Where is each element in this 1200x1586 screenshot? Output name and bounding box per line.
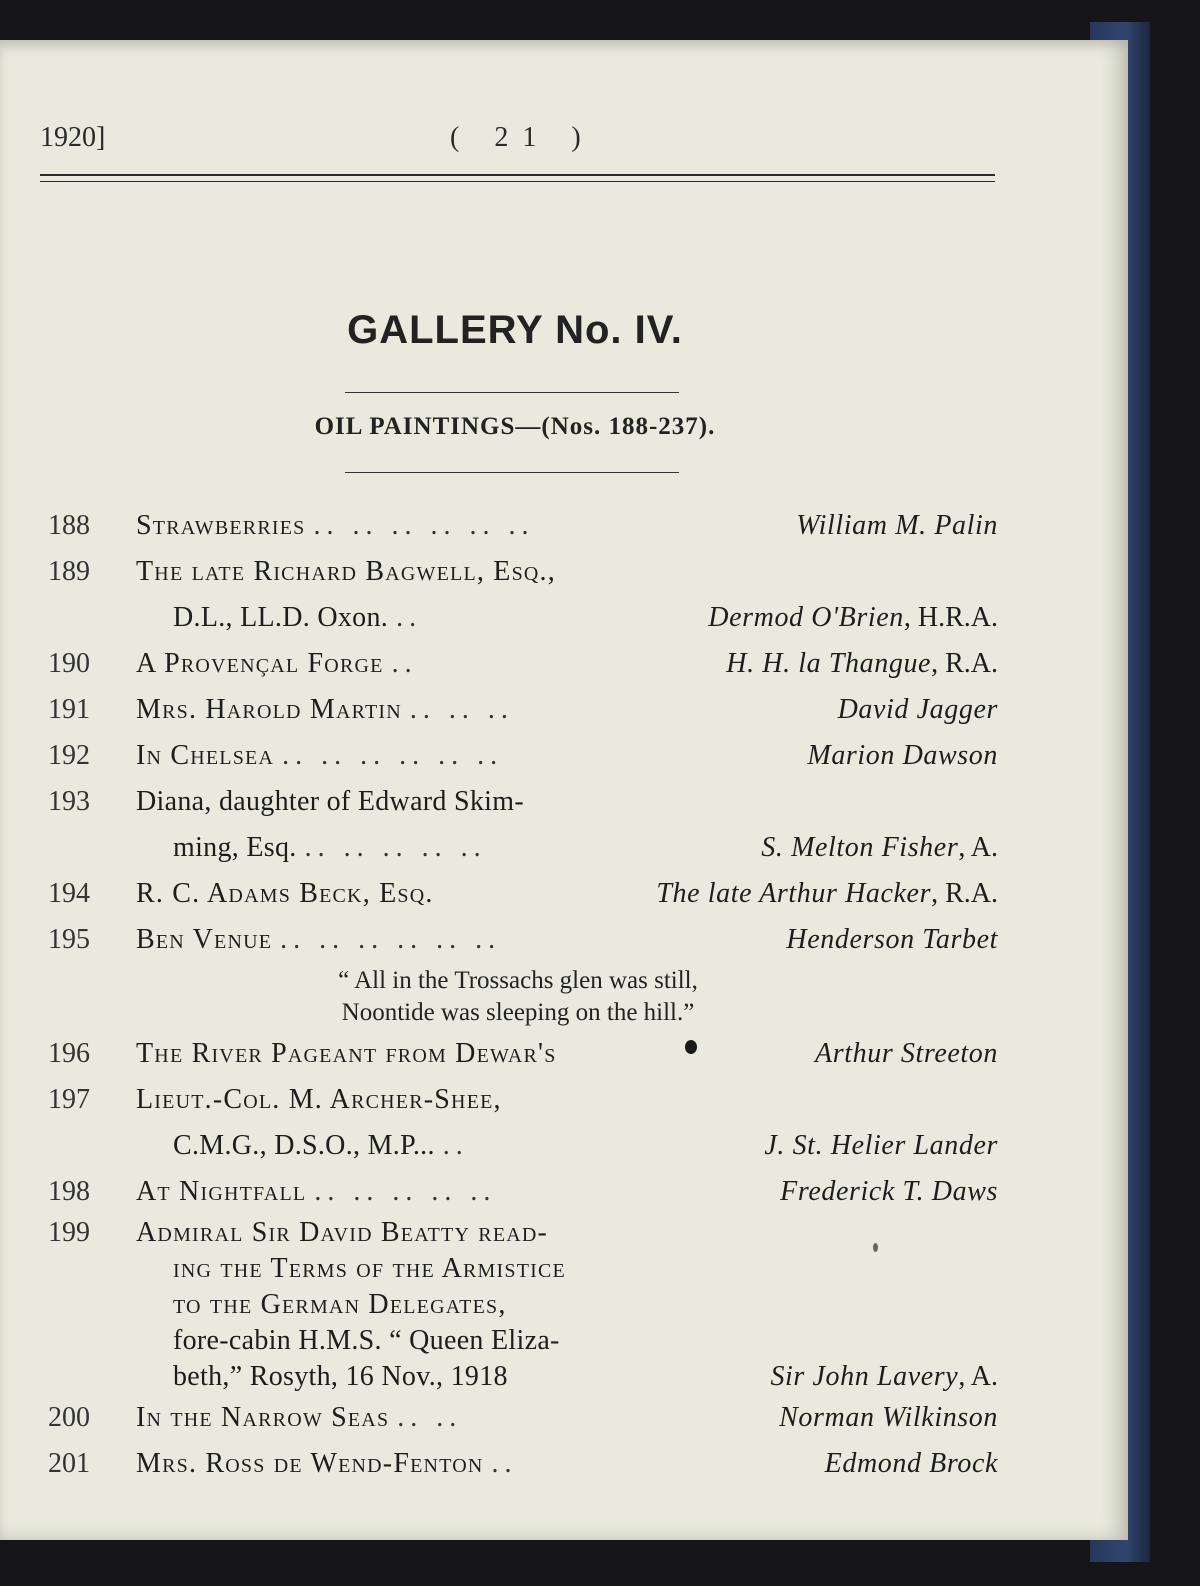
entry-number: 195 xyxy=(48,924,90,955)
catalogue-entry xyxy=(48,641,998,687)
page-number: ( 21 ) xyxy=(450,122,595,153)
leader-dots: .. .. .. .. .. .. xyxy=(282,740,504,771)
entry-title: In Chelsea xyxy=(136,740,275,771)
catalogue-entry xyxy=(48,503,998,549)
header-year: 1920] xyxy=(40,122,106,153)
leader-dots: .. .. xyxy=(397,1402,463,1433)
leader-dots: .. .. .. .. .. .. xyxy=(280,924,502,955)
gallery-title: GALLERY No. IV. xyxy=(347,308,683,352)
entry-line xyxy=(48,687,998,733)
entry-title: Strawberries xyxy=(136,510,306,541)
entry-number: 189 xyxy=(48,556,90,587)
entry-title: The River Pageant from Dewar's xyxy=(136,1038,557,1069)
page-header xyxy=(40,122,995,162)
ink-spot xyxy=(873,1243,878,1252)
leader-dots: .. xyxy=(491,1448,518,1479)
quote-line: Noontide was sleeping on the hill.” xyxy=(341,999,695,1026)
catalogue-entry xyxy=(48,733,998,779)
entry-title: Mrs. Harold Martin xyxy=(136,694,402,725)
entry-number: 192 xyxy=(48,740,90,771)
catalogue-entry xyxy=(48,1215,998,1395)
entry-title: Diana, daughter of Edward Skim- xyxy=(136,786,524,817)
leader-dots: .. .. .. .. .. xyxy=(314,1176,497,1207)
entry-artist: Norman Wilkinson xyxy=(779,1402,998,1433)
artist-honours: , A. xyxy=(958,832,998,863)
entry-line xyxy=(48,871,998,917)
artist-honours: , H.R.A. xyxy=(903,602,998,633)
entry-title: Ben Venue xyxy=(136,924,273,955)
entry-line xyxy=(48,733,998,779)
leader-dots: .. .. .. .. .. .. xyxy=(313,510,535,541)
title-rule xyxy=(345,392,679,393)
entry-artist: J. St. Helier Lander xyxy=(764,1130,998,1161)
entry-line xyxy=(48,917,998,963)
entry-line xyxy=(48,779,998,825)
entry-artist: Sir John Lavery xyxy=(770,1361,959,1392)
entry-title: Lieut.-Col. M. Archer-Shee, xyxy=(136,1084,502,1115)
artist-honours: , R.A. xyxy=(931,878,998,909)
leader-dots: .. .. .. xyxy=(409,694,514,725)
entry-number: 194 xyxy=(48,878,90,909)
entry-number: 193 xyxy=(48,786,90,817)
entry-line xyxy=(48,1123,998,1169)
entry-artist: The late Arthur Hacker xyxy=(656,878,932,909)
entry-title: The late Richard Bagwell, Esq., xyxy=(136,556,556,587)
entry-artist: Henderson Tarbet xyxy=(786,924,998,955)
catalogue-entry xyxy=(48,1077,998,1169)
entry-title: Mrs. Ross de Wend-Fenton xyxy=(136,1448,484,1479)
entry-line xyxy=(48,1441,998,1487)
catalogue-entry xyxy=(48,1169,998,1215)
entry-number: 201 xyxy=(48,1448,90,1479)
entry-title: fore-cabin H.M.S. “ Queen Eliza- xyxy=(173,1325,560,1356)
entry-line xyxy=(48,549,998,595)
entry-line xyxy=(48,825,998,871)
entry-title: Admiral Sir David Beatty read- xyxy=(136,1217,549,1248)
leader-dots: .. xyxy=(442,1130,469,1161)
artist-honours: , R.A. xyxy=(931,648,998,679)
entry-line xyxy=(48,1287,998,1323)
entry-line xyxy=(48,1031,998,1077)
catalogue-entry xyxy=(48,549,998,641)
section-title: OIL PAINTINGS—(Nos. 188-237). xyxy=(314,413,716,440)
entry-number: 190 xyxy=(48,648,90,679)
entry-artist: David Jagger xyxy=(837,694,998,725)
entry-title: ing the Terms of the Armistice xyxy=(173,1253,566,1284)
entry-line xyxy=(48,1359,998,1395)
entry-number: 198 xyxy=(48,1176,90,1207)
entry-number: 200 xyxy=(48,1402,90,1433)
catalogue-entry xyxy=(48,1441,998,1487)
entry-line xyxy=(48,1395,998,1441)
leader-dots: .. .. .. .. .. xyxy=(304,832,487,863)
catalogue-entries xyxy=(48,503,998,1487)
entry-number: 191 xyxy=(48,694,90,725)
catalogue-entry xyxy=(48,687,998,733)
entry-line xyxy=(48,641,998,687)
artist-honours: , A. xyxy=(958,1361,998,1392)
entry-title: beth,” Rosyth, 16 Nov., 1918 xyxy=(173,1361,508,1392)
entry-title: R. C. Adams Beck, Esq. xyxy=(136,878,434,909)
entry-artist: Arthur Streeton xyxy=(815,1038,998,1069)
entry-number: 196 xyxy=(48,1038,90,1069)
entry-quote xyxy=(48,965,908,1029)
entry-title: At Nightfall xyxy=(136,1176,307,1207)
entry-title: D.L., LL.D. Oxon. xyxy=(173,602,389,633)
catalogue-entry xyxy=(48,917,998,1029)
quote-line: “ All in the Trossachs glen was still, xyxy=(338,967,698,994)
entry-title: to the German Delegates, xyxy=(173,1289,507,1320)
entry-line xyxy=(48,595,998,641)
entry-line xyxy=(48,1251,998,1287)
section-rule xyxy=(345,472,679,473)
entry-artist: S. Melton Fisher xyxy=(761,832,959,863)
entry-title: In the Narrow Seas xyxy=(136,1402,390,1433)
entry-title: A Provençal Forge xyxy=(136,648,384,679)
entry-title: C.M.G., D.S.O., M.P... xyxy=(173,1130,435,1161)
catalogue-entry xyxy=(48,1395,998,1441)
entry-line xyxy=(48,1323,998,1359)
entry-line xyxy=(48,503,998,549)
catalogue-entry xyxy=(48,871,998,917)
ink-spot xyxy=(685,1040,697,1054)
entry-artist: Frederick T. Daws xyxy=(780,1176,998,1207)
entry-number: 188 xyxy=(48,510,90,541)
entry-line xyxy=(48,1215,998,1251)
leader-dots: .. xyxy=(391,648,418,679)
header-rule xyxy=(40,174,995,182)
entry-title: ming, Esq. xyxy=(173,832,297,863)
entry-line xyxy=(48,1077,998,1123)
catalogue-page xyxy=(0,40,1128,1540)
entry-line xyxy=(48,1169,998,1215)
entry-artist: Dermod O'Brien xyxy=(708,602,904,633)
entry-artist: Marion Dawson xyxy=(807,740,998,771)
leader-dots: .. xyxy=(396,602,423,633)
entry-number: 197 xyxy=(48,1084,90,1115)
entry-number: 199 xyxy=(48,1217,90,1248)
catalogue-entry xyxy=(48,1031,998,1077)
entry-artist: Edmond Brock xyxy=(824,1448,998,1479)
entry-artist: H. H. la Thangue xyxy=(726,648,932,679)
entry-artist: William M. Palin xyxy=(796,510,998,541)
catalogue-entry xyxy=(48,779,998,871)
